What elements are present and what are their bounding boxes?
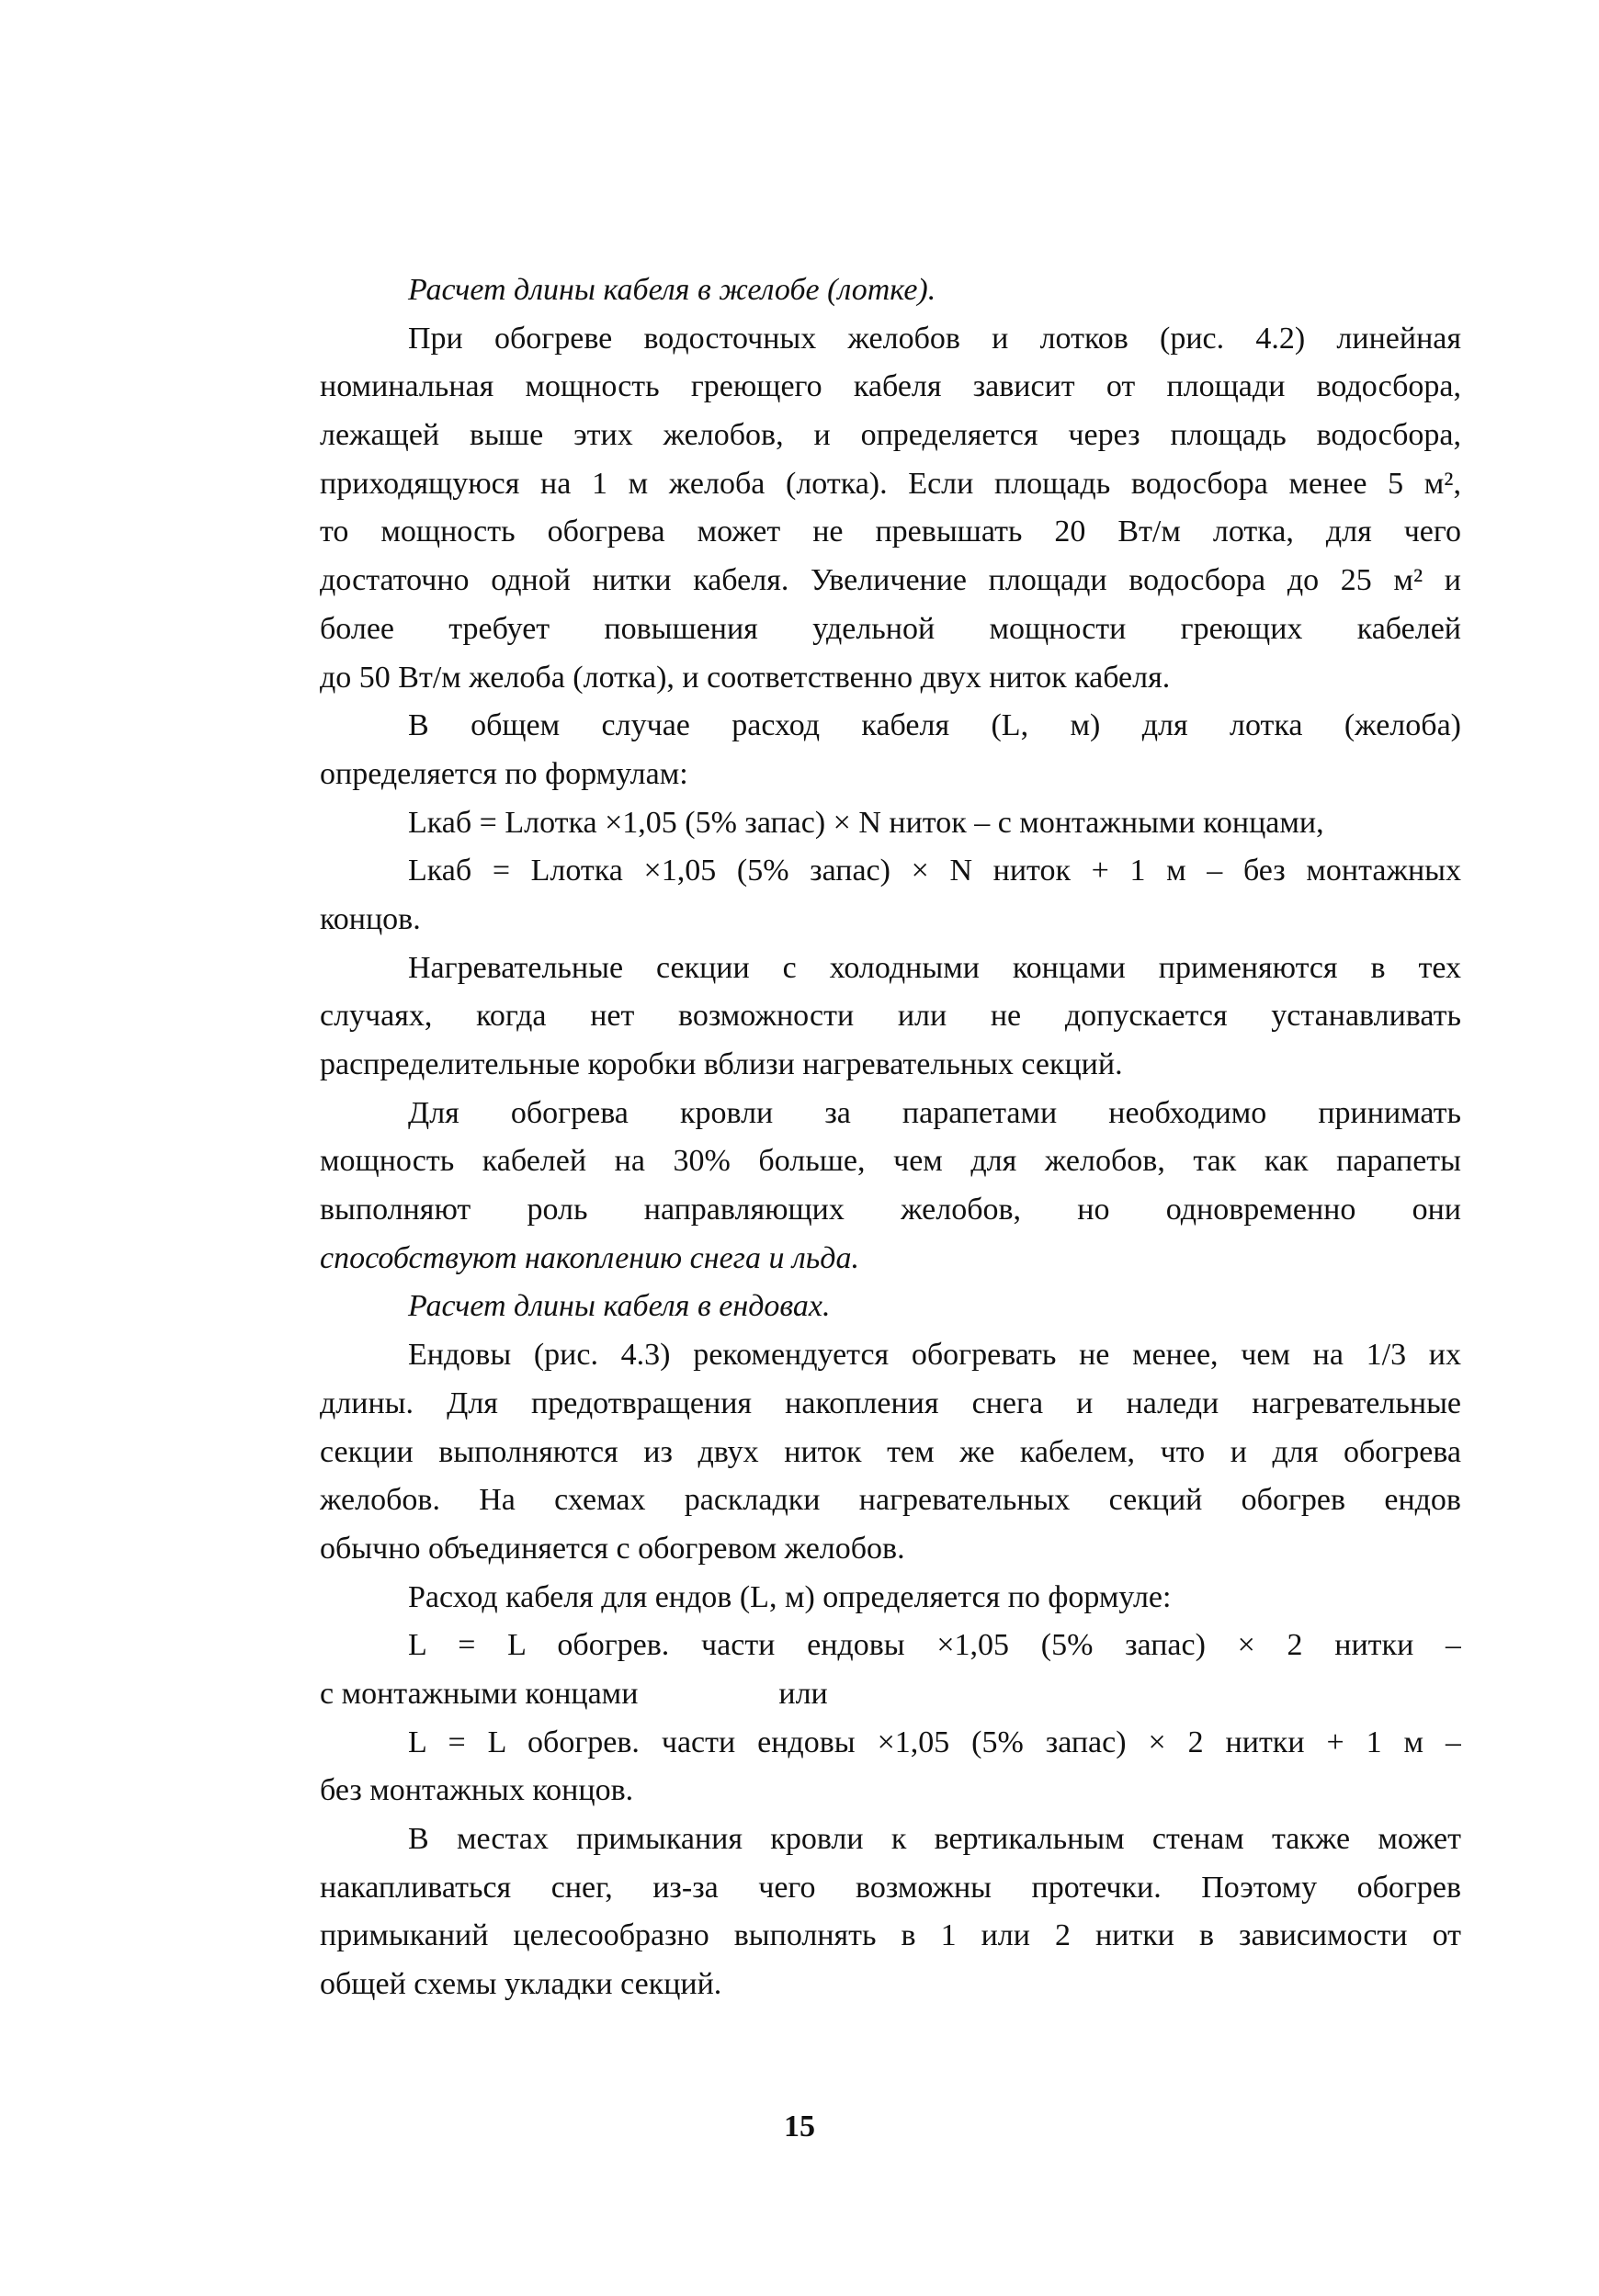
paragraph-line: способствуют накоплению снега и льда. bbox=[320, 1240, 859, 1275]
paragraph-line: более требует повышения удельной мощности греющих кабелей bbox=[320, 611, 1461, 646]
section-heading-valleys: Расчет длины кабеля в ендовах. bbox=[408, 1289, 831, 1324]
paragraph-line: секции выполняются из двух ниток тем же кабелем, что и для обогрева bbox=[320, 1434, 1461, 1469]
paragraph-line: В местах примыкания кровли к вертикальным стенам также может bbox=[408, 1822, 1461, 1856]
paragraph-line: приходящуюся на 1 м желоба (лотка). Если площадь водосбора менее 5 м², bbox=[320, 466, 1461, 501]
paragraph-line: то мощность обогрева может не превышать 20 Вт/м лотка, для чего bbox=[320, 515, 1461, 549]
paragraph-line: Для обогрева кровли за парапетами необходимо принимать bbox=[408, 1095, 1461, 1130]
formula-line: Lкаб = Lлотка ×1,05 (5% запас) × N ниток – с монтажными концами, bbox=[408, 805, 1324, 840]
paragraph-line: общей схемы укладки секций. bbox=[320, 1967, 722, 2002]
paragraph-line: При обогреве водосточных желобов и лотков (рис. 4.2) линейная bbox=[408, 321, 1461, 356]
section-heading-gutter: Расчет длины кабеля в желобе (лотке). bbox=[408, 273, 936, 307]
formula-line: L = L обогрев. части ендовы ×1,05 (5% запас) × 2 нитки + 1 м – bbox=[408, 1725, 1461, 1759]
paragraph-line: номинальная мощность греющего кабеля зависит от площади водосбора, bbox=[320, 369, 1461, 404]
page-body bbox=[320, 266, 1461, 2009]
paragraph-line: распределительные коробки вблизи нагревательных секций. bbox=[320, 1047, 1123, 1081]
paragraph-line: Расход кабеля для ендов (L, м) определяется по формуле: bbox=[408, 1579, 1172, 1614]
paragraph-line: случаях, когда нет возможности или не допускается устанавливать bbox=[320, 999, 1461, 1034]
paragraph-line: В общем случае расход кабеля (L, м) для лотка (желоба) bbox=[408, 708, 1461, 743]
paragraph-line: желобов. На схемах раскладки нагревательных секций обогрев ендов bbox=[320, 1483, 1461, 1518]
formula-line: Lкаб = Lлотка ×1,05 (5% запас) × N ниток + 1 м – без монтажных bbox=[408, 854, 1461, 888]
paragraph-line: примыканий целесообразно выполнять в 1 или 2 нитки в зависимости от bbox=[320, 1918, 1461, 1953]
page-number: 15 bbox=[784, 2109, 815, 2143]
paragraph-line: обычно объединяется с обогревом желобов. bbox=[320, 1531, 905, 1566]
paragraph-line: до 50 Вт/м желоба (лотка), и соответственно двух ниток кабеля. bbox=[320, 660, 1171, 695]
paragraph-line: определяется по формулам: bbox=[320, 756, 688, 791]
paragraph-line: длины. Для предотвращения накопления снега и наледи нагревательные bbox=[320, 1386, 1461, 1420]
paragraph-line: лежащей выше этих желобов, и определяется через площадь водосбора, bbox=[320, 418, 1461, 453]
paragraph-line: Ендовы (рис. 4.3) рекомендуется обогревать не менее, чем на 1/3 их bbox=[408, 1338, 1461, 1373]
formula-line: концов. bbox=[320, 901, 421, 936]
paragraph-line: Нагревательные секции с холодными концами применяются в тех bbox=[408, 950, 1461, 985]
paragraph-line: достаточно одной нитки кабеля. Увеличение площади водосбора до 25 м² и bbox=[320, 563, 1461, 598]
formula-line: с монтажными концами или bbox=[320, 1676, 828, 1711]
paragraph-line: мощность кабелей на 30% больше, чем для желобов, так как парапеты bbox=[320, 1144, 1461, 1179]
paragraph-line: накапливаться снег, из-за чего возможны протечки. Поэтому обогрев bbox=[320, 1870, 1461, 1905]
formula-line: без монтажных концов. bbox=[320, 1773, 634, 1808]
paragraph-line: выполняют роль направляющих желобов, но одновременно они bbox=[320, 1193, 1461, 1227]
formula-line: L = L обогрев. части ендовы ×1,05 (5% запас) × 2 нитки – bbox=[408, 1628, 1461, 1663]
